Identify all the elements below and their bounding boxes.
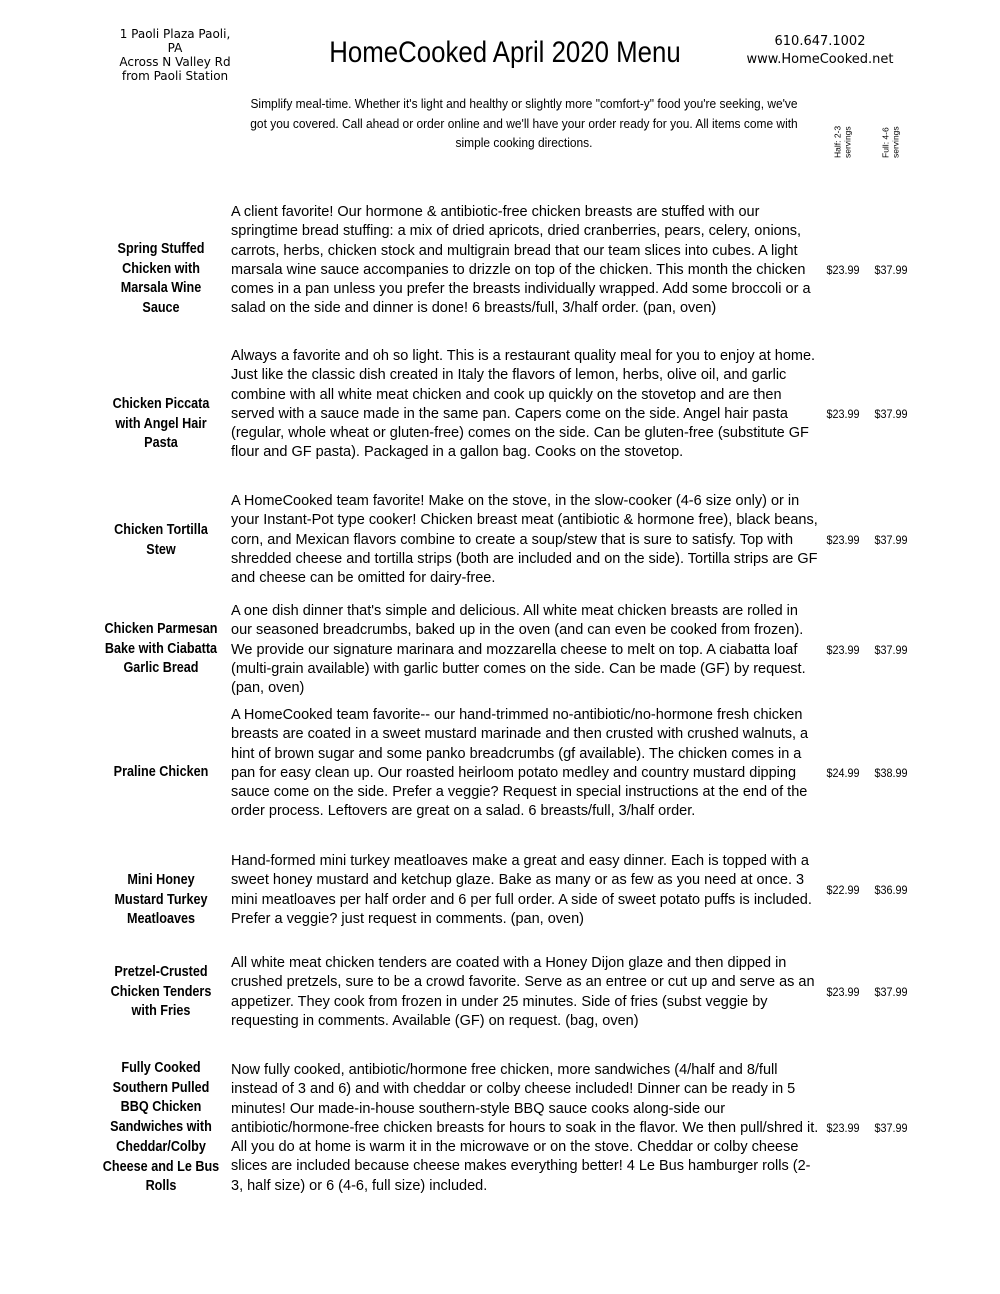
item-description: A one dish dinner that's simple and delicious. All white meat chicken breasts are rolled in our seasoned breadcrumbs, baked up in the oven (and can even be cooked from frozen). We provide our signature marinara and mozzarella cheese to melt on top. A ciabatta loaf (multi-grain available) with garlic butter comes on the side. Can be made (GF) by request. (pan, oven) xyxy=(231,603,806,697)
menu-item xyxy=(0,203,1000,338)
item-description: Always a favorite and oh so light. This is a restaurant quality meal for you to enjoy at home. Just like the classic dish created in Italy the flavors of lemon, herbs, olive oil, and garlic combine with all white meat chicken and cook up quickly on the stovetop and are then served with a sauce made in the same pan. Capers come on the side. Angel hair pasta (regular, whole wheat or gluten-free) comes on the side. Can be gluten-free (substitute GF flour and GF pasta). Packaged in a gallon bag. Cooks on the stovetop. xyxy=(231,348,816,461)
item-description: A client favorite! Our hormone & antibiotic-free chicken breasts are stuffed with our springtime bread stuffing: a mix of dried apricots, dried cranberries, pears, celery, onions, carrots, herbs, chicken stock and multigrain bread that our team slices into cubes. A light marsala wine sauce accompanies to drizzle on top of the chicken. This month the chicken comes in a pan unless you prefer the breasts individually wrapped. Add some broccoli or a salad on the side and dinner is done! 6 breasts/full, 3/half order. (pan, oven) xyxy=(231,204,811,317)
full-price: $37.99 xyxy=(874,1121,908,1135)
half-price: $22.99 xyxy=(826,883,860,897)
address-line: from Paoli Station xyxy=(121,69,229,83)
phone-number: 610.647.1002 xyxy=(774,34,866,49)
contact-info xyxy=(730,33,910,69)
item-name: Praline Chicken xyxy=(113,764,209,780)
page-title: HomeCooked April 2020 Menu xyxy=(329,36,681,69)
item-name: Spring Stuffed Chicken with Marsala Wine Sauce xyxy=(117,241,205,317)
half-price: $24.99 xyxy=(826,766,860,780)
item-name: Mini Honey Mustard Turkey Meatloaves xyxy=(114,872,208,928)
half-price: $23.99 xyxy=(826,263,860,277)
menu-item xyxy=(0,492,1000,589)
item-name: Chicken Tortilla Stew xyxy=(114,522,208,558)
item-description: A HomeCooked team favorite! Make on the stove, in the slow-cooker (4-6 size only) or in your Instant-Pot type cooker! Chicken breast meat (antibiotic & hormone free), black beans, corn, and Mexican flavors combine to create a soup/stew that is sure to satisfy. Top with shredded cheese and tortilla strips (both are included and on the side). Tortilla strips are GF and cheese can be omitted for dairy-free. xyxy=(231,493,818,587)
full-price: $37.99 xyxy=(874,407,908,421)
full-price: $38.99 xyxy=(874,766,908,780)
address-line: PA xyxy=(167,41,183,55)
address-line: Across N Valley Rd xyxy=(119,55,231,69)
full-price: $37.99 xyxy=(874,985,908,999)
full-price: $37.99 xyxy=(874,533,908,547)
menu-item xyxy=(0,954,1000,1032)
full-servings-header xyxy=(871,114,911,158)
item-description: A HomeCooked team favorite-- our hand-trimmed no-antibiotic/no-hormone fresh chicken breasts are coated in a sweet mustard marinade and then crusted with crushed walnuts, a hint of brown sugar and some panko breadcrumbs (gf available). The chicken comes in a pan for easy clean up. Our roasted heirloom potato medley and country mustard dipping sauce come on the side. Prefer a veggie? Request in special instructions at the end of the order process. Leftovers are great on a salad. 6 breasts/full, 3/half order. xyxy=(231,707,809,820)
half-price: $23.99 xyxy=(826,407,860,421)
half-servings-header xyxy=(823,114,863,158)
item-description: All white meat chicken tenders are coated with a Honey Dijon glaze and then dipped in crushed pretzels, sure to be a crowd favorite. Serve as an entree or cut up and serve as an appetizer. They cook from frozen in under 25 minutes. Side of fries (subst veggie by requesting in comments. Available (GF) on request. (bag, oven) xyxy=(231,955,815,1029)
half-price: $23.99 xyxy=(826,643,860,657)
intro-text: Simplify meal-time. Whether it's light and healthy or slightly more "comfort-y" food you're seeking, we've got you covered. Call ahead or order online and we'll have your order ready for you. All items come with simple cooking directions. xyxy=(250,96,798,150)
half-price: $23.99 xyxy=(826,985,860,999)
half-header-line: servings xyxy=(842,126,852,158)
store-address xyxy=(112,27,238,83)
item-name: Chicken Parmesan Bake with Ciabatta Garlic Bread xyxy=(104,621,218,677)
menu-item xyxy=(0,706,1000,841)
menu-item xyxy=(0,347,1000,482)
address-line: 1 Paoli Plaza Paoli, xyxy=(119,27,231,41)
menu-item xyxy=(0,1061,1000,1197)
half-price: $23.99 xyxy=(826,1121,860,1135)
full-price: $37.99 xyxy=(874,643,908,657)
item-name: Fully Cooked Southern Pulled BBQ Chicken Sandwiches with Cheddar/Colby Cheese and Le Bus Rolls xyxy=(102,1060,220,1195)
half-header-line: Half: 2-3 xyxy=(832,125,843,158)
full-price: $37.99 xyxy=(874,263,908,277)
full-price: $36.99 xyxy=(874,883,908,897)
full-header-line: servings xyxy=(890,126,900,158)
menu-item xyxy=(0,852,1000,930)
menu-item xyxy=(0,602,1000,699)
item-name: Chicken Piccata with Angel Hair Pasta xyxy=(112,396,210,452)
item-description: Hand-formed mini turkey meatloaves make a great and easy dinner. Each is topped with a sweet honey mustard and ketchup glaze. Bake as many or as few as you need at once. 3 mini meatloaves per half order and 6 per full order. A side of sweet potato puffs is included. Prefer a veggie? just request in comments. (pan, oven) xyxy=(231,853,812,927)
item-description: Now fully cooked, antibiotic/hormone free chicken, more sandwiches (4/half and 8/full instead of 3 and 6) and with cheddar or colby cheese included! Dinner can be ready in 5 minutes! Our made-in-house southern-style BBQ sauce cooks along-side our antibiotic/hormone-free chicken breasts for hours to soak in the flavor. We then pull/shred it. All you do at home is warm it in the microwave or on the stove. Cheddar or colby cheese slices are included because cheese makes everything better! 4 Le Bus hamburger rolls (2-3, half size) or 6 (4-6, full size) included. xyxy=(231,1062,819,1194)
full-header-line: Full: 4-6 xyxy=(880,127,891,158)
half-price: $23.99 xyxy=(826,533,860,547)
website: www.HomeCooked.net xyxy=(746,52,894,67)
item-name: Pretzel-Crusted Chicken Tenders with Fries xyxy=(110,964,212,1020)
